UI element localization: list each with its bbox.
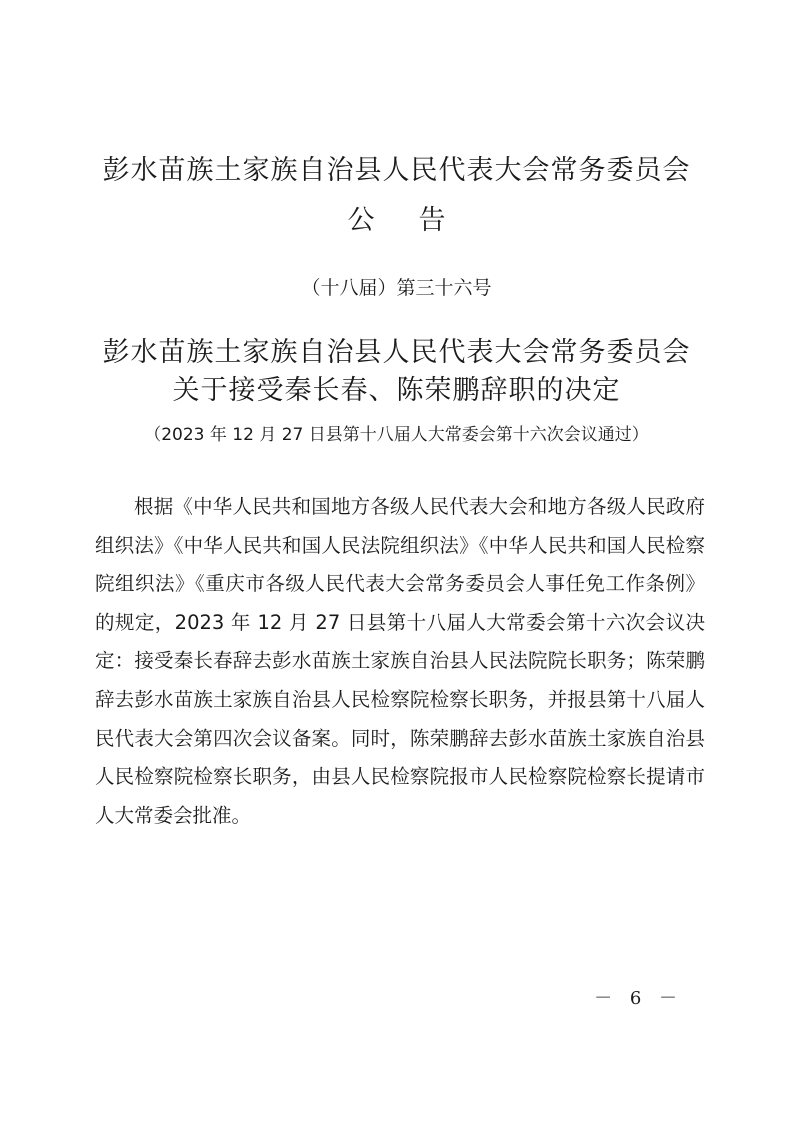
page-number: － 6 －	[594, 988, 683, 1009]
issue-number: （十八届）第三十六号	[301, 277, 492, 299]
notice-title: 公告	[347, 205, 490, 236]
passed-note: （2023 年 12 月 27 日县第十八届人大常委会第十六次会议通过）	[144, 425, 649, 445]
resolution-title-line1: 彭水苗族土家族自治县人民代表大会常务委员会	[102, 337, 691, 368]
issuer-title: 彭水苗族土家族自治县人民代表大会常务委员会	[102, 155, 691, 186]
body-paragraph: 根据《中华人民共和国地方各级人民代表大会和地方各级人民政府组织法》《中华人民共和国人民法院组织法》《中华人民共和国人民检察院组织法》《重庆市各级人民代表大会常务委员会人事任免工作条例》的规定，2023 年 12 月 27 日县第十八届人大常委会第十六次会议决定：接受秦长春辞去彭水苗族土家族自治县人民法院院长职务；陈荣鹏辞去彭水苗族土家族自治县人民检察院检察长职务，并报县第十八届人民代表大会第四次会议备案。同时，陈荣鹏辞去彭水苗族土家族自治县人民检察院检察长职务，由县人民检察院报市人民检察院检察长提请市人大常委会批准。	[95, 495, 705, 827]
resolution-title-line2: 关于接受秦长春、陈荣鹏辞职的决定	[172, 375, 621, 406]
